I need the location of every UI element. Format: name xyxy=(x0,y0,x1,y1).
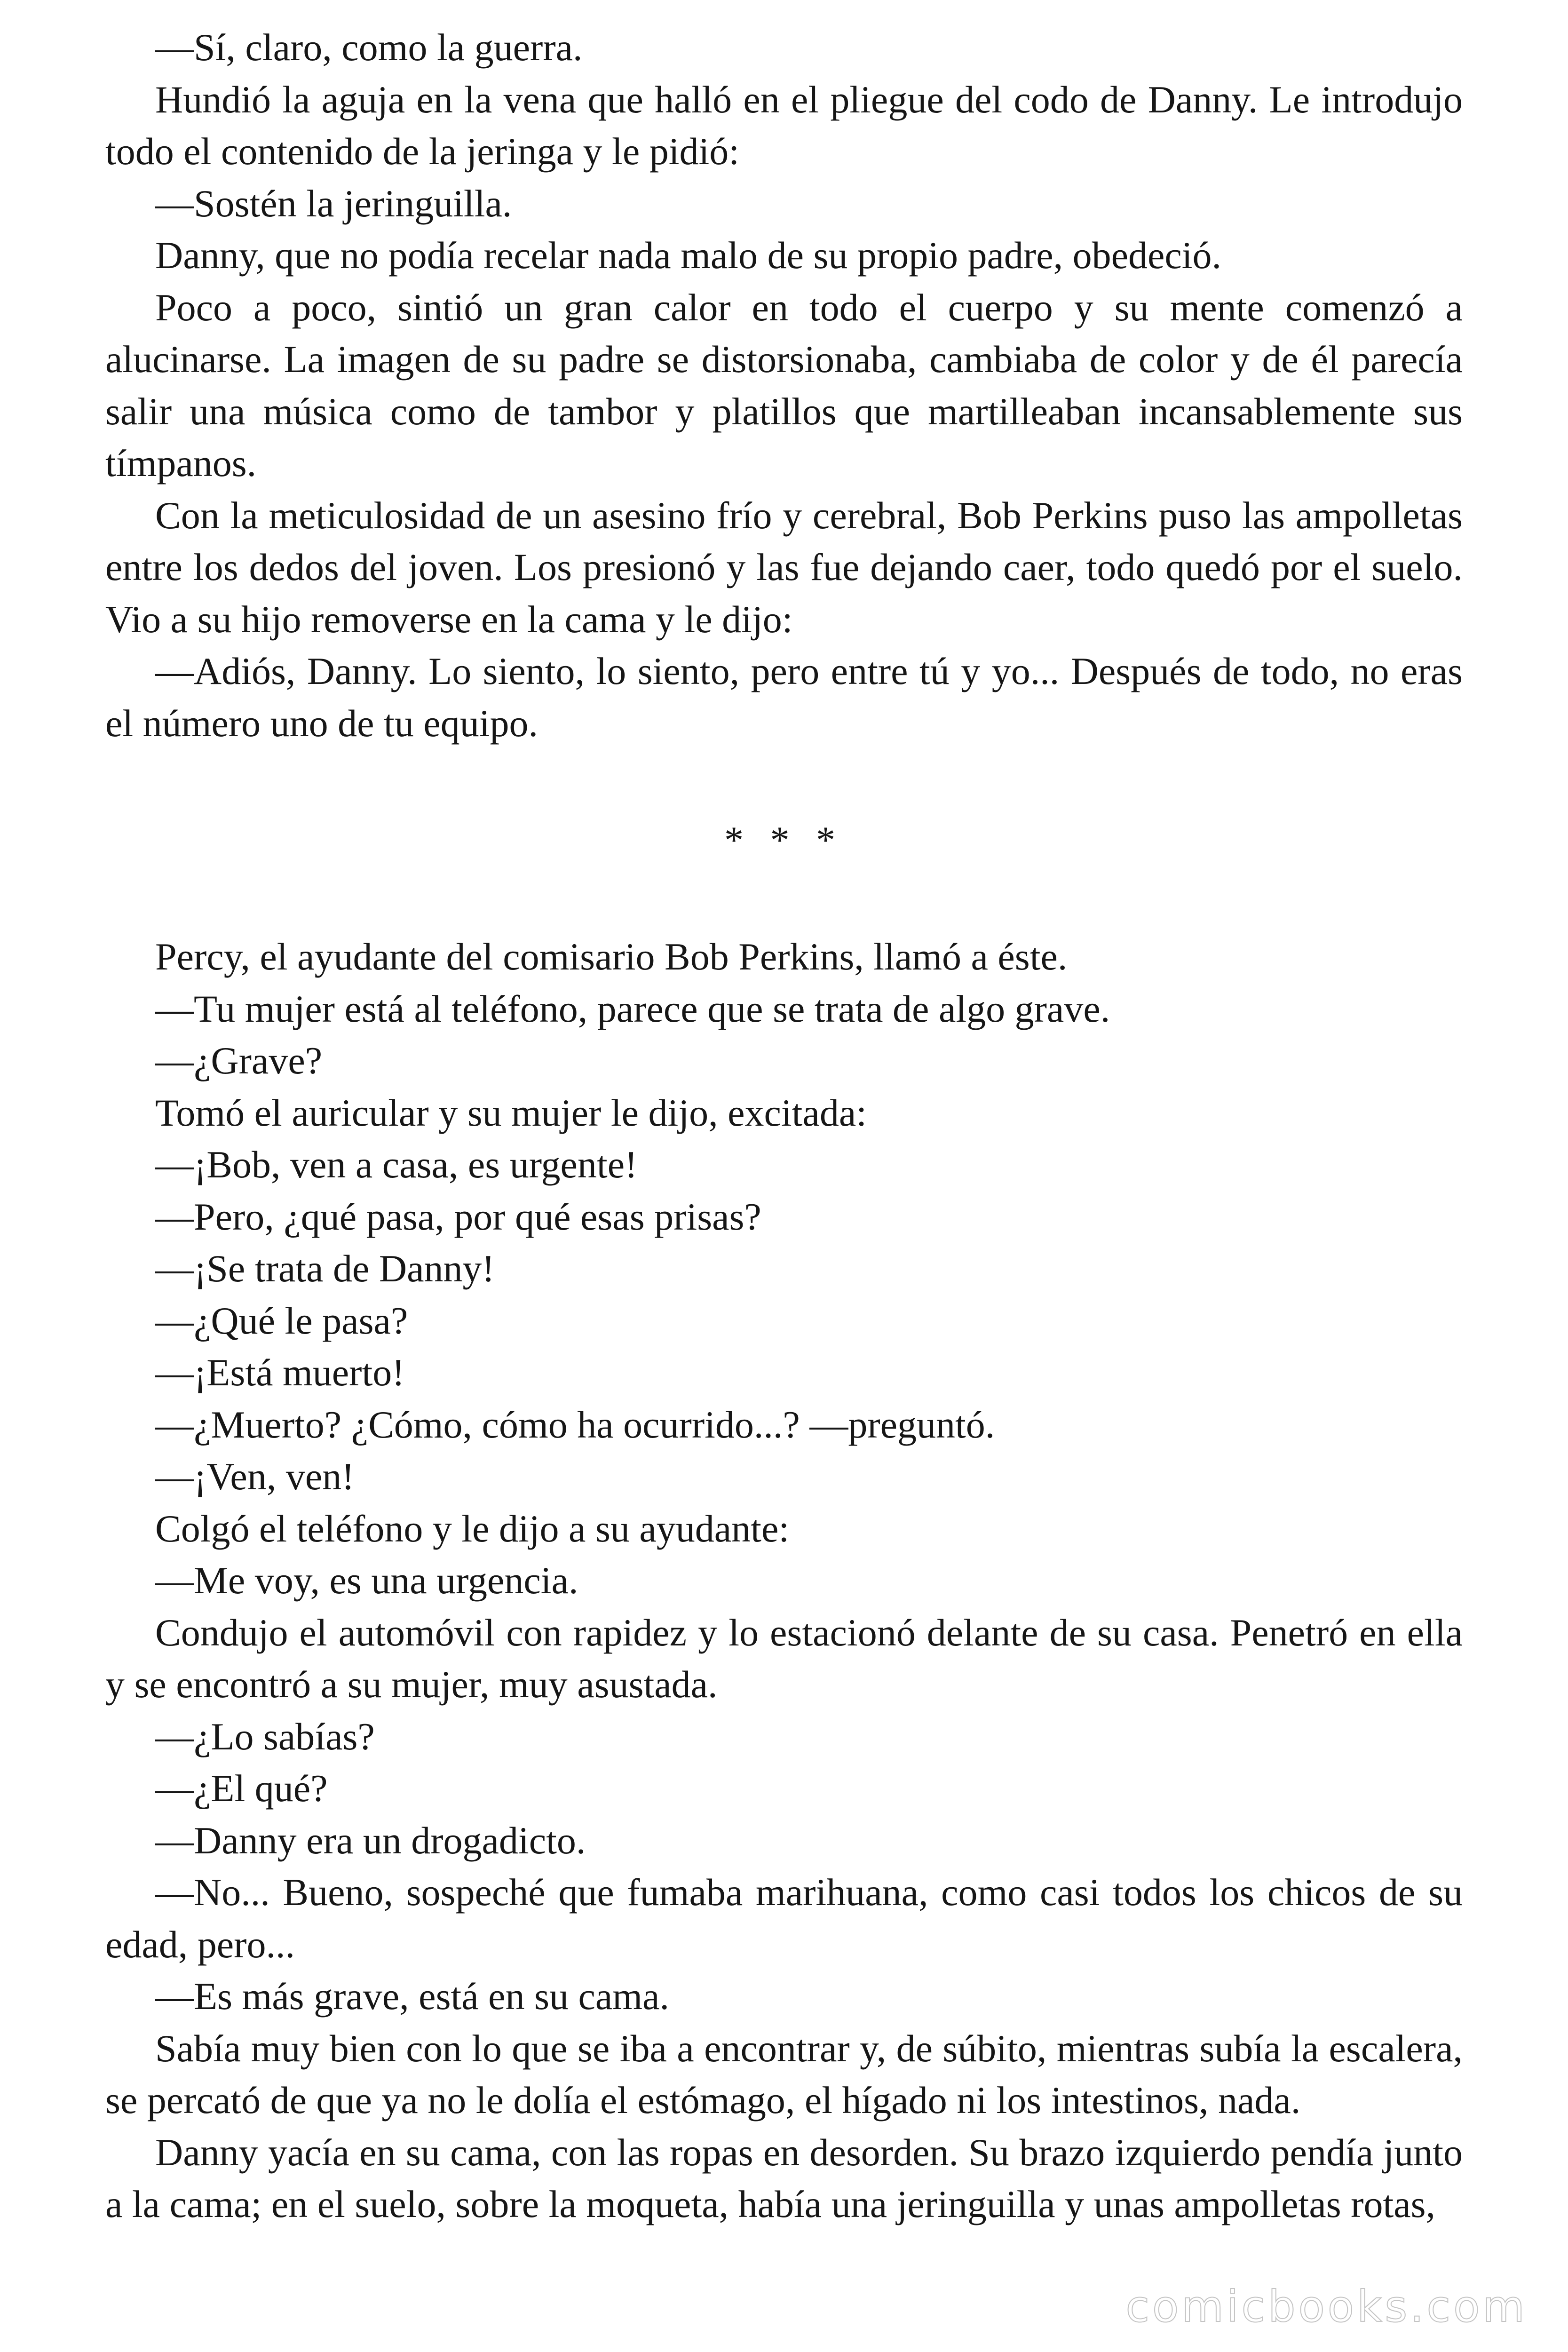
watermark: comicbooks.com xyxy=(1125,2281,1528,2332)
paragraph: Poco a poco, sintió un gran calor en todo el cuerpo y su mente comenzó a alucinarse. La imagen de su padre se distorsionaba, cambiaba de color y de él parecía salir una música como de tambor y platillos que martilleaban incansablemente sus tímpanos. xyxy=(105,286,1463,485)
paragraph: —¡Bob, ven a casa, es urgente! xyxy=(155,1143,638,1186)
paragraph: Danny yacía en su cama, con las ropas en desorden. Su brazo izquierdo pendía junto a la cama; en el suelo, sobre la moqueta, había una jeringuilla y unas ampolletas rotas, xyxy=(105,2130,1463,2225)
paragraph: —¡Ven, ven! xyxy=(155,1455,355,1498)
paragraph: Danny, que no podía recelar nada malo de su propio padre, obedeció. xyxy=(155,234,1222,277)
paragraph: —¿Qué le pasa? xyxy=(155,1299,408,1342)
paragraph: —Pero, ¿qué pasa, por qué esas prisas? xyxy=(155,1195,761,1238)
paragraph: —Es más grave, está en su cama. xyxy=(155,1975,669,2018)
paragraph: Percy, el ayudante del comisario Bob Perkins, llamó a éste. xyxy=(155,935,1068,978)
paragraph: Tomó el auricular y su mujer le dijo, excitada: xyxy=(155,1091,867,1134)
paragraph: —¿Muerto? ¿Cómo, cómo ha ocurrido...? —preguntó. xyxy=(155,1403,995,1446)
paragraph: —¡Está muerto! xyxy=(155,1351,405,1394)
paragraph: —¿El qué? xyxy=(155,1767,328,1810)
paragraph: —¿Lo sabías? xyxy=(155,1715,375,1758)
paragraph: —Me voy, es una urgencia. xyxy=(155,1559,578,1602)
paragraph: —¿Grave? xyxy=(155,1039,323,1082)
paragraph: Sabía muy bien con lo que se iba a encontrar y, de súbito, mientras subía la escalera, se percató de que ya no le dolía el estómago, el hígado ni los intestinos, nada. xyxy=(105,2026,1463,2122)
paragraph: —Sostén la jeringuilla. xyxy=(155,182,512,225)
paragraph: —¡Se trata de Danny! xyxy=(155,1247,495,1290)
paragraph: —Adiós, Danny. Lo siento, lo siento, pero entre tú y yo... Después de todo, no eras el número uno de tu equipo. xyxy=(105,650,1463,745)
paragraph: —Sí, claro, como la guerra. xyxy=(155,26,583,69)
paragraph: Condujo el automóvil con rapidez y lo estacionó delante de su casa. Penetró en ella y se encontró a su mujer, muy asustada. xyxy=(105,1611,1463,1706)
paragraph: —Tu mujer está al teléfono, parece que se trata de algo grave. xyxy=(155,987,1110,1030)
paragraph: Hundió la aguja en la vena que halló en el pliegue del codo de Danny. Le introdujo todo el contenido de la jeringa y le pidió: xyxy=(105,78,1463,173)
scene-separator: * * * xyxy=(724,818,844,861)
paragraph: —No... Bueno, sospeché que fumaba marihuana, como casi todos los chicos de su edad, pero... xyxy=(105,1871,1463,1966)
paragraph: Con la meticulosidad de un asesino frío y cerebral, Bob Perkins puso las ampolletas entre los dedos del joven. Los presionó y las fue dejando caer, todo quedó por el suelo. Vio a su hijo removerse en la cama y le dijo: xyxy=(105,493,1463,641)
paragraph: —Danny era un drogadicto. xyxy=(155,1819,586,1862)
paragraph: Colgó el teléfono y le dijo a su ayudante: xyxy=(155,1507,790,1550)
page-body xyxy=(105,22,1463,2231)
